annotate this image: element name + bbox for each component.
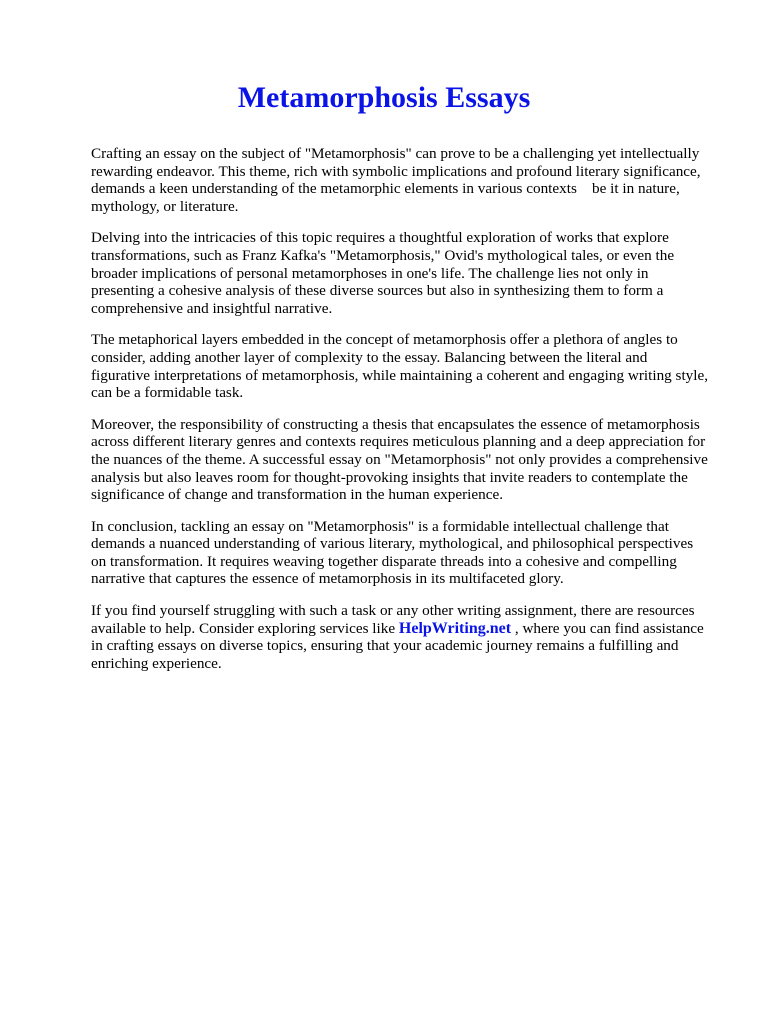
document-body [91, 145, 731, 686]
paragraph-line: In conclusion, tackling an essay on "Metamorphosis" is a formidable intellectual challenge that [91, 517, 669, 535]
paragraph-line-with-link [91, 620, 731, 638]
paragraph-line: can be a formidable task. [91, 384, 244, 402]
paragraph-1 [91, 145, 731, 215]
document-title: Metamorphosis Essays [237, 81, 531, 114]
paragraph-line: presenting a cohesive analysis of these diverse sources but also in synthesizing them to form a [91, 282, 664, 300]
paragraph-line: significance of change and transformation in the human experience. [91, 486, 504, 504]
paragraph-line: broader implications of personal metamorphoses in one's life. The challenge lies not only in [91, 264, 649, 282]
paragraph-line: If you find yourself struggling with such a task or any other writing assignment, there are resources [91, 602, 695, 620]
link-lead-text: available to help. Consider exploring services like [91, 619, 399, 637]
paragraph-line: consider, adding another layer of complexity to the essay. Balancing between the literal and [91, 348, 648, 366]
paragraph-3 [91, 331, 731, 401]
paragraph-line: figurative interpretations of metamorphosis, while maintaining a coherent and engaging writing style, [91, 366, 709, 384]
paragraph-6 [91, 602, 731, 672]
paragraph-line: rewarding endeavor. This theme, rich with symbolic implications and profound literary significance, [91, 162, 701, 180]
paragraph-line: comprehensive and insightful narrative. [91, 299, 333, 317]
paragraph-line: demands a nuanced understanding of various literary, mythological, and philosophical perspectives [91, 535, 694, 553]
paragraph-line: on transformation. It requires weaving together disparate threads into a cohesive and compelling [91, 552, 677, 570]
paragraph-4 [91, 416, 731, 504]
paragraph-5 [91, 518, 731, 588]
paragraph-line: analysis but also leaves room for thought-provoking insights that invite readers to contemplate the [91, 468, 688, 486]
paragraph-line: in crafting essays on diverse topics, ensuring that your academic journey remains a fulfilling and [91, 637, 679, 655]
link-trail-text: , where you can find assistance [511, 619, 704, 637]
paragraph-line: across different literary genres and contexts requires meticulous planning and a deep appreciation for [91, 433, 706, 451]
paragraph-line: Delving into the intricacies of this topic requires a thoughtful exploration of works that explore [91, 229, 669, 247]
paragraph-line: mythology, or literature. [91, 197, 239, 215]
paragraph-line: The metaphorical layers embedded in the concept of metamorphosis offer a plethora of angles to [91, 331, 678, 349]
paragraph-line: the nuances of the theme. A successful essay on "Metamorphosis" not only provides a comprehensive [91, 450, 708, 468]
paragraph-2 [91, 229, 731, 317]
paragraph-line: narrative that captures the essence of metamorphosis in its multifaceted glory. [91, 570, 564, 588]
paragraph-line: Moreover, the responsibility of constructing a thesis that encapsulates the essence of metamorphosis [91, 415, 700, 433]
paragraph-line: transformations, such as Franz Kafka's "Metamorphosis," Ovid's mythological tales, or even the [91, 246, 675, 264]
helpwriting-link[interactable]: HelpWriting.net [398, 619, 512, 637]
paragraph-line: demands a keen understanding of the metamorphic elements in various contexts be it in nature, [91, 180, 680, 198]
paragraph-line: Crafting an essay on the subject of "Metamorphosis" can prove to be a challenging yet intellectually [91, 145, 700, 162]
paragraph-line: enriching experience. [91, 654, 222, 672]
